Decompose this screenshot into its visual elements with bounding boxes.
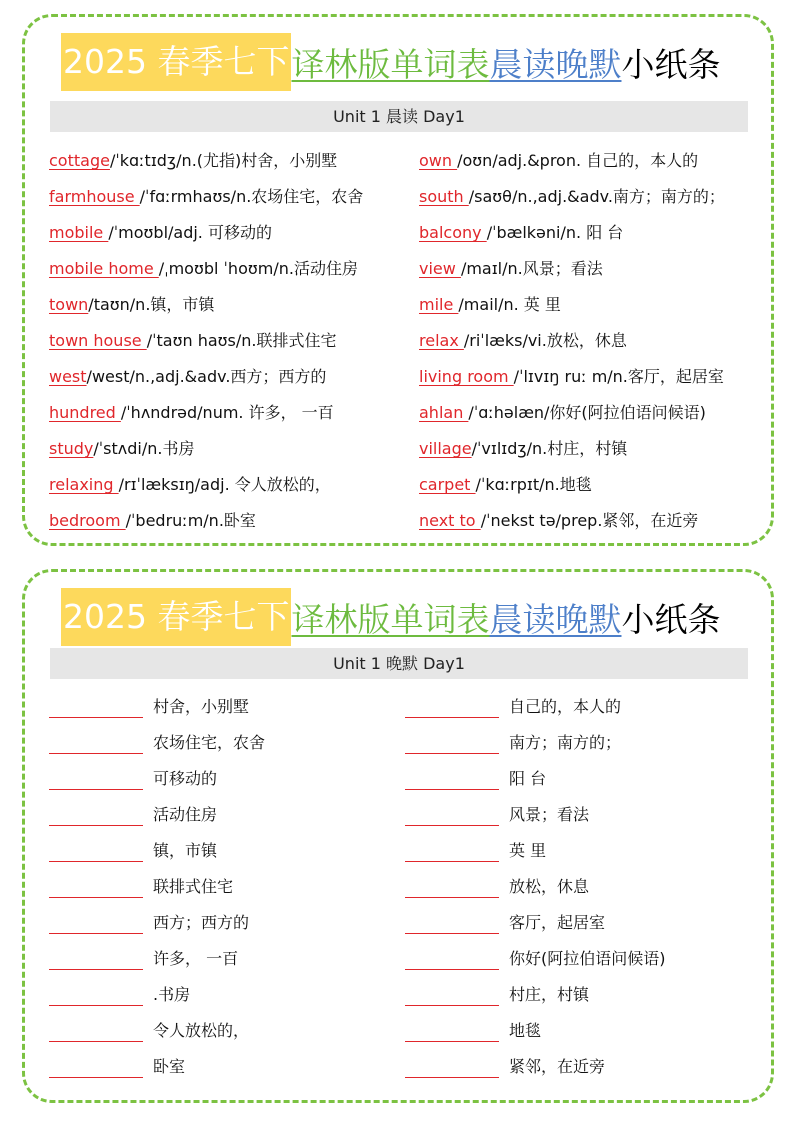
answer-blank[interactable] <box>49 845 143 862</box>
vocab-definition: /ˈvɪlɪdʒ/n.村庄，村镇 <box>471 439 628 458</box>
vocab-entry <box>49 258 358 280</box>
title-part-read: 晨读晚默 <box>489 44 622 84</box>
dictation-entry <box>49 840 217 862</box>
vocab-entry <box>49 402 334 424</box>
vocab-definition: /ˈmoʊbl/adj. 可移动的 <box>108 223 272 242</box>
answer-blank[interactable] <box>49 737 143 754</box>
answer-blank[interactable] <box>405 845 499 862</box>
vocab-word: mobile <box>49 223 109 242</box>
title-part-textbook: 译林版单词表 <box>291 44 490 84</box>
vocab-word: study <box>49 439 94 458</box>
evening-dictation-card <box>22 569 774 1103</box>
vocab-entry <box>419 402 706 424</box>
dictation-meaning: .书房 <box>153 985 191 1004</box>
vocab-definition: /ˈstʌdi/n.书房 <box>93 439 195 458</box>
vocab-entry <box>419 510 698 532</box>
dictation-entry <box>49 696 249 718</box>
vocab-word: view <box>419 259 461 278</box>
vocab-word: town <box>49 295 89 314</box>
dictation-meaning: 阳 台 <box>509 769 547 788</box>
vocab-definition: /ˈhʌndrəd/num. 许多， 一百 <box>120 403 334 422</box>
vocab-word: ahlan <box>419 403 469 422</box>
dictation-entry <box>49 948 238 970</box>
vocab-definition: /ˈbedruːm/n.卧室 <box>125 511 256 530</box>
dictation-entry <box>405 804 589 826</box>
dictation-entry <box>49 984 190 1006</box>
dictation-meaning: 许多， 一百 <box>153 949 239 968</box>
vocab-definition: /ˌmoʊbl ˈhoʊm/n.活动住房 <box>158 259 358 278</box>
dictation-entry <box>49 768 217 790</box>
vocab-definition: /maɪl/n.风景；看法 <box>460 259 603 278</box>
dictation-entry <box>405 732 621 754</box>
dictation-entry <box>49 1056 185 1078</box>
unit-header: Unit 1 晚默 Day1 <box>50 648 748 679</box>
vocab-word: own <box>419 151 458 170</box>
vocab-word: farmhouse <box>49 187 140 206</box>
vocab-word: carpet <box>419 475 476 494</box>
card-title <box>61 33 720 91</box>
vocab-word: mile <box>419 295 459 314</box>
dictation-meaning: 放松，休息 <box>509 877 590 896</box>
answer-blank[interactable] <box>405 1061 499 1078</box>
dictation-meaning: 西方；西方的 <box>153 913 250 932</box>
dictation-entry <box>405 912 605 934</box>
dictation-meaning: 农场住宅，农舍 <box>153 733 266 752</box>
answer-blank[interactable] <box>405 701 499 718</box>
vocab-entry <box>49 438 194 460</box>
answer-blank[interactable] <box>49 881 143 898</box>
dictation-meaning: 风景；看法 <box>509 805 590 824</box>
vocab-word: relax <box>419 331 464 350</box>
answer-blank[interactable] <box>49 917 143 934</box>
vocab-entry <box>419 438 627 460</box>
vocab-definition: /west/n.,adj.&adv.西方；西方的 <box>86 367 327 386</box>
vocab-entry <box>419 294 561 316</box>
dictation-column-right <box>405 696 750 1076</box>
vocab-entry <box>49 366 326 388</box>
vocab-definition: /ˈfɑːrmhaʊs/n.农场住宅，农舍 <box>139 187 364 206</box>
vocab-word: next to <box>419 511 481 530</box>
vocab-definition: /ˈkɑːtɪdʒ/n.(尤指)村舍，小别墅 <box>109 151 338 170</box>
dictation-meaning: 英 里 <box>509 841 547 860</box>
vocab-word: west <box>49 367 87 386</box>
answer-blank[interactable] <box>49 701 143 718</box>
vocab-column-right <box>419 150 764 530</box>
answer-blank[interactable] <box>49 809 143 826</box>
vocab-definition: /oʊn/adj.&pron. 自己的，本人的 <box>457 151 699 170</box>
vocab-entry <box>419 258 603 280</box>
vocab-word: village <box>419 439 472 458</box>
answer-blank[interactable] <box>49 953 143 970</box>
dictation-entry <box>49 732 265 754</box>
unit-header: Unit 1 晨读 Day1 <box>50 101 748 132</box>
vocab-definition: /ˈkɑːrpɪt/n.地毯 <box>475 475 592 494</box>
answer-blank[interactable] <box>49 773 143 790</box>
dictation-meaning: 联排式住宅 <box>153 877 234 896</box>
vocab-definition: /mail/n. 英 里 <box>458 295 561 314</box>
dictation-meaning: 令人放松的， <box>153 1021 250 1040</box>
dictation-meaning: 你好(阿拉伯语问候语) <box>509 949 666 968</box>
dictation-entry <box>405 876 589 898</box>
vocab-word: town house <box>49 331 147 350</box>
vocab-entry <box>49 186 363 208</box>
vocab-definition: /saʊθ/n.,adj.&adv.南方；南方的； <box>468 187 725 206</box>
vocab-entry <box>49 222 272 244</box>
vocab-entry <box>419 222 623 244</box>
vocab-entry <box>49 294 214 316</box>
vocab-word: bedroom <box>49 511 126 530</box>
vocab-entry <box>419 150 698 172</box>
morning-reading-card <box>22 14 774 546</box>
vocab-entry <box>49 510 256 532</box>
vocab-definition: /rɪˈlæksɪŋ/adj. 令人放松的， <box>118 475 331 494</box>
title-part-slip: 小纸条 <box>621 599 721 639</box>
title-part-textbook: 译林版单词表 <box>291 599 490 639</box>
dictation-entry <box>49 912 249 934</box>
vocab-definition: /taʊn/n.镇，市镇 <box>88 295 215 314</box>
answer-blank[interactable] <box>405 953 499 970</box>
dictation-column-left <box>49 696 389 1076</box>
vocab-definition: /ˈɑːhəlæn/你好(阿拉伯语问候语) <box>468 403 706 422</box>
vocab-word: mobile home <box>49 259 159 278</box>
answer-blank[interactable] <box>405 737 499 754</box>
title-part-year: 2025 春季七下 <box>61 33 291 91</box>
title-part-year: 2025 春季七下 <box>61 588 291 646</box>
vocab-word: relaxing <box>49 475 119 494</box>
dictation-meaning: 活动住房 <box>153 805 218 824</box>
dictation-entry <box>405 840 546 862</box>
dictation-entry <box>49 1020 249 1042</box>
vocab-definition: /ˈtaʊn haʊs/n.联排式住宅 <box>146 331 337 350</box>
dictation-entry <box>49 804 217 826</box>
vocab-definition: /ˈlɪvɪŋ ruː m/n.客厅，起居室 <box>513 367 724 386</box>
title-part-read: 晨读晚默 <box>489 599 622 639</box>
dictation-entry <box>405 1020 541 1042</box>
dictation-meaning: 南方；南方的； <box>509 733 622 752</box>
answer-blank[interactable] <box>405 881 499 898</box>
vocab-entry <box>419 186 725 208</box>
dictation-entry <box>405 768 546 790</box>
vocab-entry <box>419 474 592 496</box>
answer-blank[interactable] <box>49 1061 143 1078</box>
vocab-word: balcony <box>419 223 487 242</box>
vocab-column-left <box>49 150 409 530</box>
title-part-slip: 小纸条 <box>621 44 721 84</box>
vocab-word: living room <box>419 367 514 386</box>
vocab-definition: /ˈbælkəni/n. 阳 台 <box>486 223 624 242</box>
dictation-meaning: 卧室 <box>153 1057 186 1076</box>
vocab-entry <box>419 330 627 352</box>
dictation-entry <box>405 696 621 718</box>
dictation-meaning: 客厅，起居室 <box>509 913 606 932</box>
dictation-entry <box>405 948 666 970</box>
answer-blank[interactable] <box>49 989 143 1006</box>
answer-blank[interactable] <box>405 917 499 934</box>
vocab-entry <box>419 366 724 388</box>
answer-blank[interactable] <box>405 989 499 1006</box>
dictation-meaning: 自己的，本人的 <box>509 697 622 716</box>
dictation-entry <box>405 984 589 1006</box>
answer-blank[interactable] <box>405 809 499 826</box>
dictation-meaning: 地毯 <box>509 1021 542 1040</box>
vocab-word: south <box>419 187 469 206</box>
vocab-definition: /riˈlæks/vi.放松，休息 <box>463 331 627 350</box>
dictation-meaning: 村舍，小别墅 <box>153 697 250 716</box>
vocab-word: hundred <box>49 403 121 422</box>
dictation-meaning: 紧邻，在近旁 <box>509 1057 606 1076</box>
vocab-word: cottage <box>49 151 110 170</box>
dictation-meaning: 村庄，村镇 <box>509 985 590 1004</box>
vocab-entry <box>49 474 331 496</box>
dictation-meaning: 镇，市镇 <box>153 841 218 860</box>
dictation-entry <box>49 876 233 898</box>
answer-blank[interactable] <box>405 1025 499 1042</box>
vocab-entry <box>49 150 337 172</box>
card-title <box>61 588 720 646</box>
dictation-entry <box>405 1056 605 1078</box>
answer-blank[interactable] <box>405 773 499 790</box>
answer-blank[interactable] <box>49 1025 143 1042</box>
vocab-entry <box>49 330 336 352</box>
vocab-definition: /ˈnekst tə/prep.紧邻，在近旁 <box>480 511 699 530</box>
dictation-meaning: 可移动的 <box>153 769 218 788</box>
